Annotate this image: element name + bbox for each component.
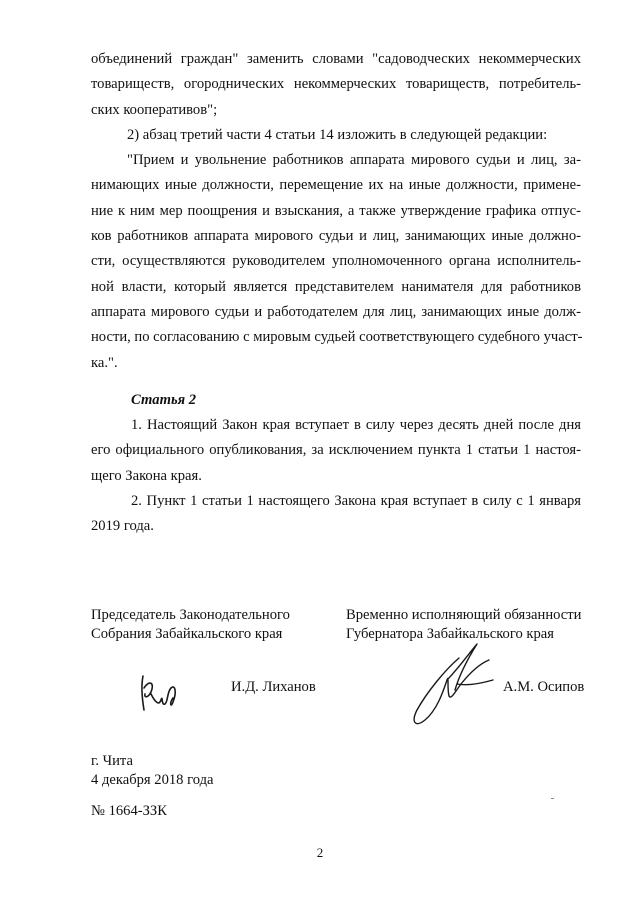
body-line: "Прием и увольнение работников аппарата мирового судьи и лиц, за- [127, 152, 581, 169]
body-line: нимающих иные должности, перемещение их на иные должности, примене- [91, 177, 581, 194]
body-line: ских кооперативов"; [91, 101, 218, 118]
body-line: ной власти, который является представителем нанимателя для работников [91, 278, 581, 295]
left-title-line-1: Председатель Законодательного [91, 607, 290, 623]
place-and-date [91, 752, 214, 790]
spacer [91, 376, 581, 388]
article-line: щего Закона края. [91, 467, 202, 484]
document-number: № 1664-ЗЗК [91, 803, 167, 819]
body-line: ние к ним мер поощрения и взыскания, а также утверждение графика отпус- [91, 202, 581, 219]
right-signatory-name: А.М. Осипов [503, 679, 585, 695]
body-line: ков работников аппарата мирового судьи и лиц, занимающих иные должно- [91, 228, 581, 245]
scan-speck [551, 798, 554, 799]
right-title-line-2: Губернатора Забайкальского края [346, 626, 554, 642]
document-body [91, 47, 581, 540]
page-number: 2 [316, 845, 324, 860]
body-line: сти, осуществляются руководителем уполномоченного органа исполнитель- [91, 253, 581, 270]
date-line: 4 декабря 2018 года [91, 772, 214, 788]
article-heading: Статья 2 [131, 391, 197, 408]
body-line: аппарата мирового судьи и работодателем для лиц, занимающих иные долж- [91, 303, 581, 320]
article-line: 2. Пункт 1 статьи 1 настоящего Закона края вступает в силу с 1 января [131, 493, 581, 510]
body-line: товариществ, огороднических некоммерческих товариществ, потребитель- [91, 76, 581, 93]
right-title-line-1: Временно исполняющий обязанности [346, 607, 582, 623]
right-signatory-title [346, 606, 581, 644]
article-line: его официального опубликования, за исключением пункта 1 статьи 1 настоя- [91, 442, 581, 459]
left-signatory-name: И.Д. Лиханов [231, 679, 316, 695]
left-signatory-title [91, 606, 290, 644]
body-line: объединений граждан" заменить словами "садоводческих некоммерческих [91, 51, 581, 67]
body-line: ности, по согласованию с мировым судьей соответствующего судебного участ- [91, 329, 583, 346]
article-line: 1. Настоящий Закон края вступает в силу через десять дней после дня [131, 417, 581, 434]
body-line: 2) абзац третий части 4 статьи 14 изложить в следующей редакции: [127, 126, 548, 143]
body-line: ка.". [91, 354, 118, 371]
right-handwritten-signature [397, 640, 497, 736]
left-handwritten-signature [135, 668, 185, 716]
city-line: г. Чита [91, 753, 133, 769]
left-title-line-2: Собрания Забайкальского края [91, 626, 283, 642]
article-line: 2019 года. [91, 518, 154, 535]
